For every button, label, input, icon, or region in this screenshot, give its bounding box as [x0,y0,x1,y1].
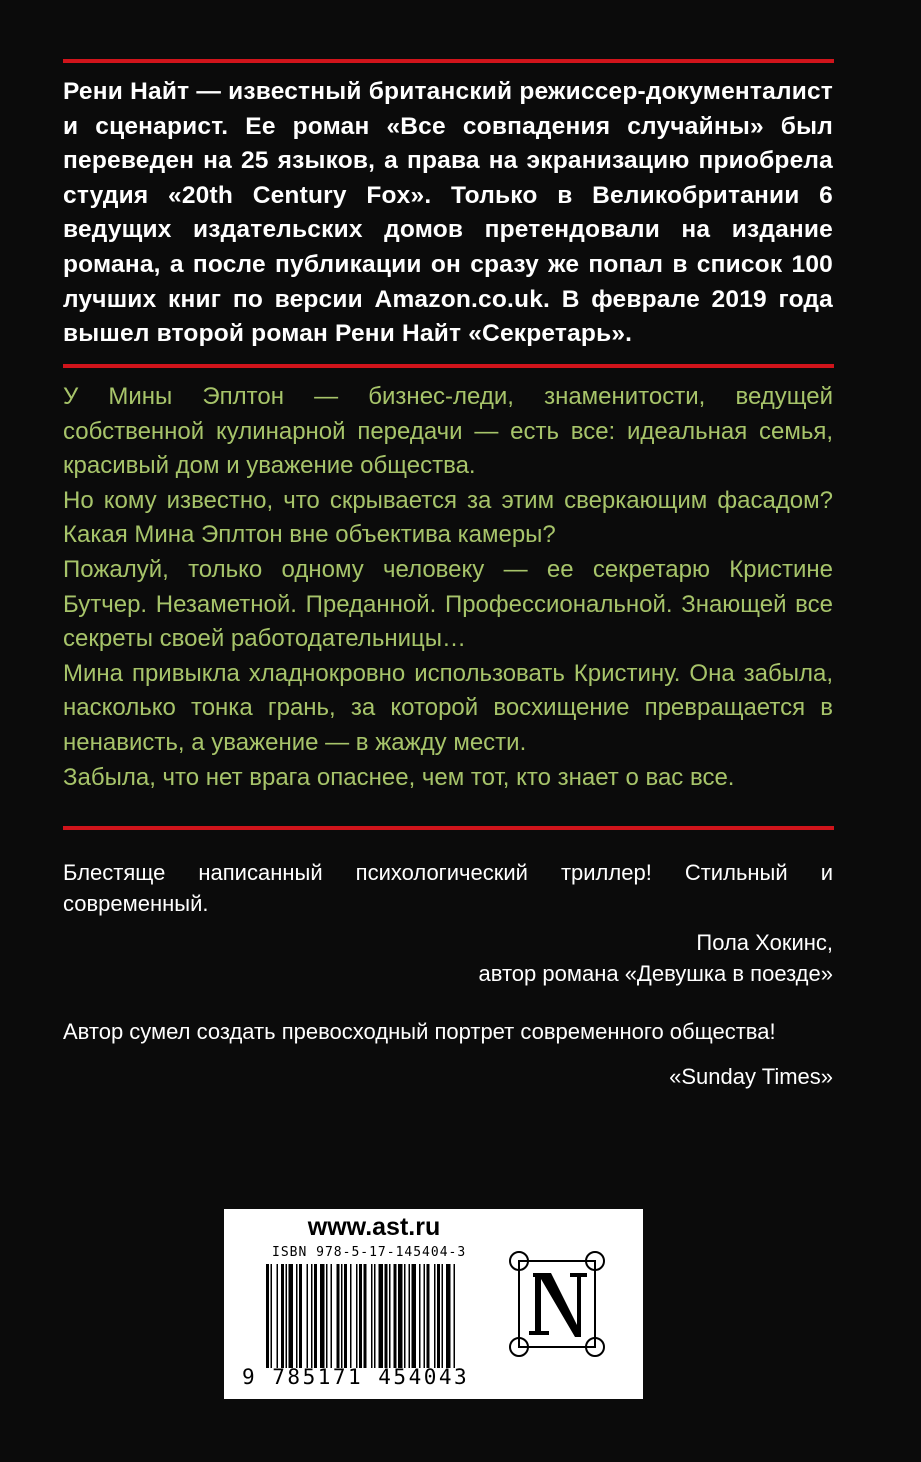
annotation-paragraph: Мина привыкла хладнокровно использовать Кристину. Она забыла, насколько тонка грань, за которой восхищение превращается в ненависть, а уважение — в жажду мести. [63,659,833,756]
author-bio: Рени Найт — известный британский режиссер-документалист и сценарист. Ее роман «Все совпадения случайны» был переведен на 25 языков, а права на экранизацию приобрела студия «20th Century Fox». Только в Великобритании 6 ведущих издательских домов претендовали на издание романа, а после публикации он сразу же попал в список 100 лучших книг по версии Amazon.co.uk. В феврале 2019 года вышел второй роман Рени Найт «Секретарь». [63,78,833,348]
book-annotation [63,380,833,795]
barcode-panel [224,1209,643,1399]
divider-top [63,59,834,63]
annotation-paragraph: У Мины Эплтон — бизнес-леди, знаменитости, ведущей собственной кулинарной передачи — есть все: идеальная семья, красивый дом и уважение общества. [63,383,833,480]
isbn-label: ISBN 978-5-17-145404-3 [272,1245,467,1260]
annotation-paragraph: Но кому известно, что скрывается за этим сверкающим фасадом? Какая Мина Эплтон вне объектива камеры? [63,486,833,549]
publisher-website: www.ast.ru [307,1213,441,1241]
divider-lower-middle [63,826,834,830]
annotation-paragraph: Забыла, что нет врага опаснее, чем тот, кто знает о вас все. [63,763,735,791]
barcode-icon [266,1264,498,1368]
annotation-paragraph: Пожалуй, только одному человеку — ее секретарю Кристине Бутчер. Незаметной. Преданной. Профессиональной. Знающей все секреты своей работодательницы… [63,555,833,653]
divider-upper-middle [63,364,834,368]
ean-digits: 9 785171 454043 [242,1365,470,1389]
review-quote-hawkins: Блестяще написанный психологический триллер! Стильный и современный. [63,860,833,916]
review-author-sunday-times: «Sunday Times» [669,1064,833,1089]
review-quote-sunday-times: Автор сумел создать превосходный портрет современного общества! [63,1019,776,1044]
N-monogram-icon [507,1249,607,1359]
review-author-hawkins: Пола Хокинс, [696,930,833,955]
review-author-detail: автор романа «Девушка в поезде» [478,961,833,986]
